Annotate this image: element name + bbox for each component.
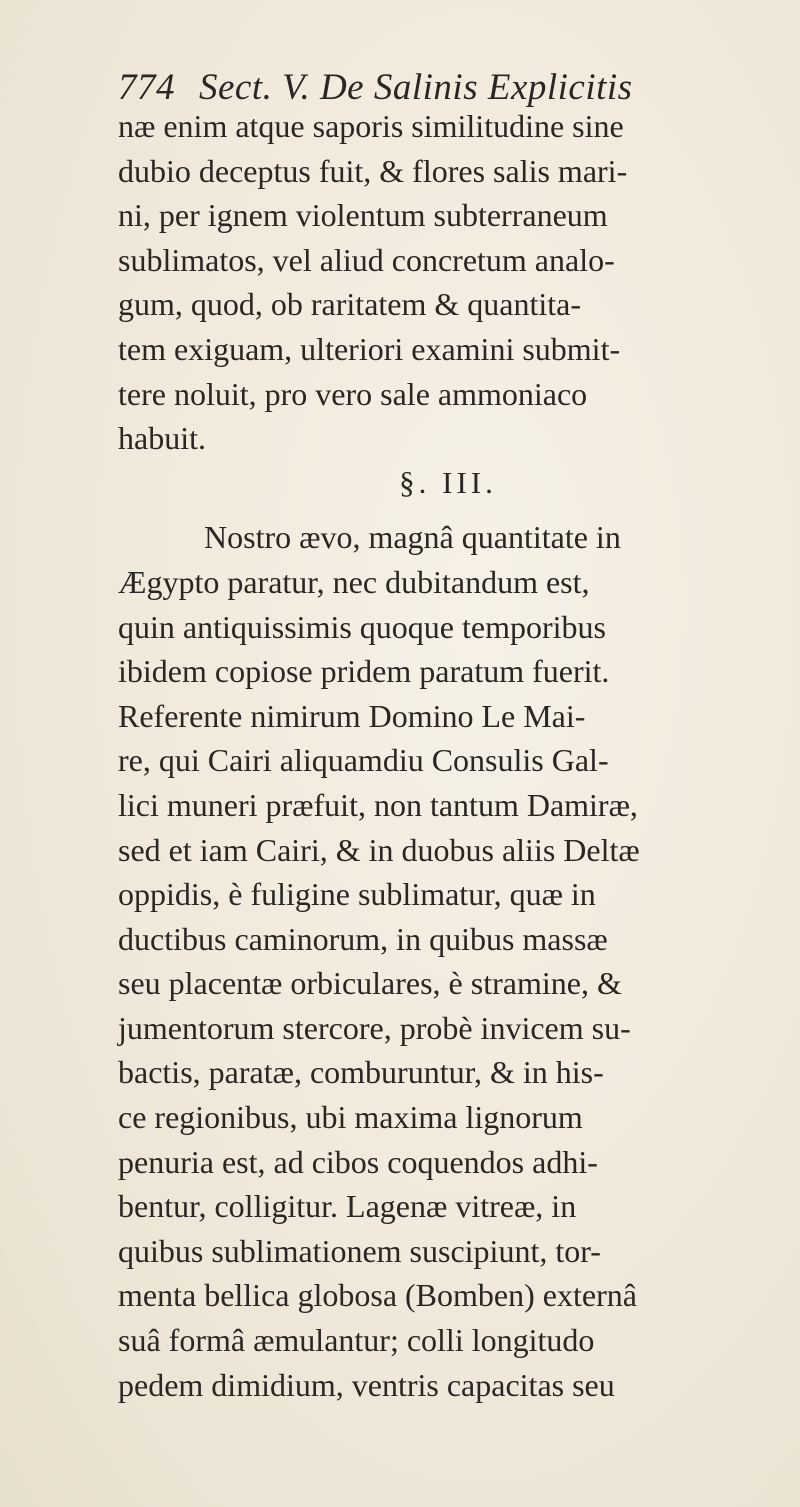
text-line: sed et iam Cairi, & in duobus aliis Deltæ xyxy=(118,831,640,868)
text-line: ibidem copiose pridem paratum fuerit. xyxy=(118,653,610,690)
text-line: lici muneri præfuit, non tantum Damiræ, xyxy=(118,786,638,823)
text-line: menta bellica globosa (Bomben) externâ xyxy=(118,1277,637,1314)
page-number: 774 xyxy=(118,67,175,108)
spacer xyxy=(118,505,778,515)
text-line: næ enim atque saporis similitudine sine xyxy=(118,108,624,144)
text-line: re, qui Cairi aliquamdiu Consulis Gal- xyxy=(118,742,609,779)
running-head xyxy=(118,66,718,109)
text-line: oppidis, è fuligine sublimatur, quæ in xyxy=(118,876,596,913)
text-line: bentur, colligitur. Lagenæ vitreæ, in xyxy=(118,1188,577,1225)
running-title: Sect. V. De Salinis Explicitis xyxy=(199,67,633,108)
text-line: ductibus caminorum, in quibus massæ xyxy=(118,920,608,957)
text-line: sublimatos, vel aliud concretum analo- xyxy=(118,241,615,278)
text-line: suâ formâ æmulantur; colli longitudo xyxy=(118,1322,595,1359)
text-line: quin antiquissimis quoque temporibus xyxy=(118,608,606,645)
text-line: dubio deceptus fuit, & flores salis mari- xyxy=(118,152,628,189)
paragraph-2 xyxy=(118,515,778,1407)
text-line: Nostro ævo, magnâ quantitate in xyxy=(204,519,621,556)
paragraph-1 xyxy=(118,104,778,461)
text-line: habuit. xyxy=(118,420,206,457)
text-line: gum, quod, ob raritatem & quantita- xyxy=(118,286,581,323)
text-line: ni, per ignem violentum subterraneum xyxy=(118,197,608,234)
text-line: penuria est, ad cibos coquendos adhi- xyxy=(118,1143,598,1180)
section-heading: §. III. xyxy=(399,464,497,500)
text-line: tem exiguam, ulteriori examini submit- xyxy=(118,330,621,367)
text-line: pedem dimidium, ventris capacitas seu xyxy=(118,1366,615,1403)
text-line: ce regionibus, ubi maxima lignorum xyxy=(118,1099,583,1136)
text-line: tere noluit, pro vero sale ammoniaco xyxy=(118,375,588,412)
text-line: Referente nimirum Domino Le Mai- xyxy=(118,697,586,734)
text-line: quibus sublimationem suscipiunt, tor- xyxy=(118,1232,601,1269)
text-line: bactis, paratæ, comburuntur, & in his- xyxy=(118,1054,604,1091)
text-block xyxy=(118,104,778,1407)
text-line: seu placentæ orbiculares, è stramine, & xyxy=(118,965,622,1002)
text-line: jumentorum stercore, probè invicem su- xyxy=(118,1009,631,1046)
text-line: Ægypto paratur, nec dubitandum est, xyxy=(118,563,590,600)
